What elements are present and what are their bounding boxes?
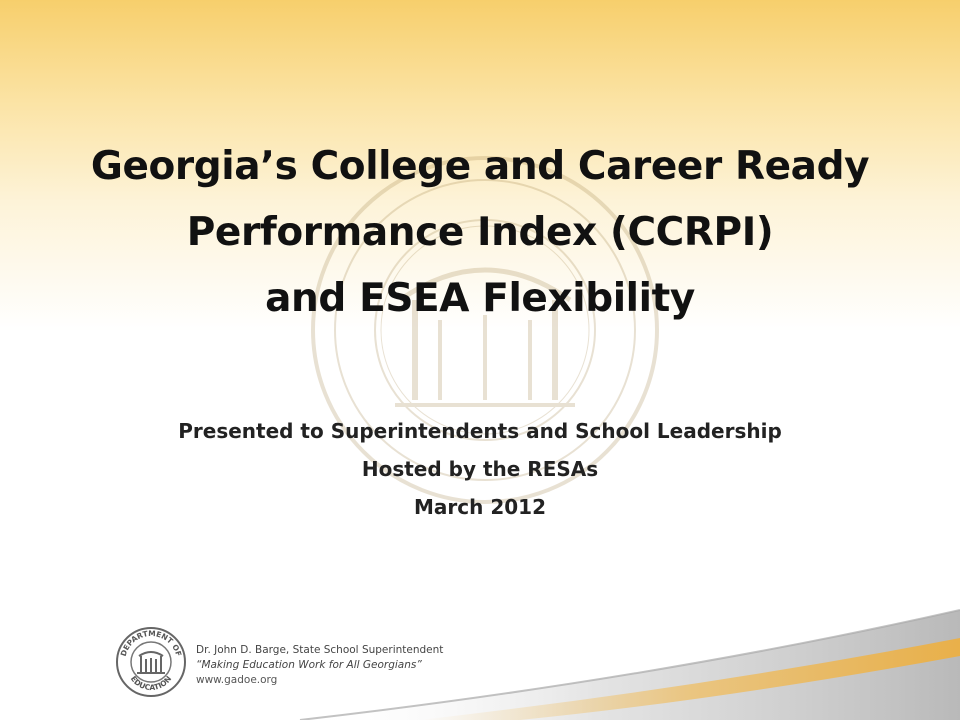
svg-text:DEPARTMENT OF: DEPARTMENT OF (118, 628, 184, 658)
title-line: Georgia’s College and Career Ready (90, 144, 870, 189)
slide-title (30, 134, 930, 332)
slogan: “Making Education Work for All Georgians” (196, 659, 422, 671)
footer-credits (196, 643, 443, 688)
subtitle-line: Presented to Superintendents and School Leadership (178, 419, 782, 443)
title-line: and ESEA Flexibility (265, 276, 695, 321)
department-of-education-logo (115, 626, 187, 698)
subtitle-line: March 2012 (414, 495, 546, 519)
subtitle-line: Hosted by the RESAs (361, 457, 599, 481)
svg-text:EDUCATION: EDUCATION (128, 674, 174, 693)
superintendent-name: Dr. John D. Barge, State School Superintendent (196, 644, 444, 656)
title-line: Performance Index (CCRPI) (186, 210, 774, 255)
website-link[interactable]: www.gadoe.org (196, 674, 278, 686)
slide-subtitle (60, 412, 900, 526)
